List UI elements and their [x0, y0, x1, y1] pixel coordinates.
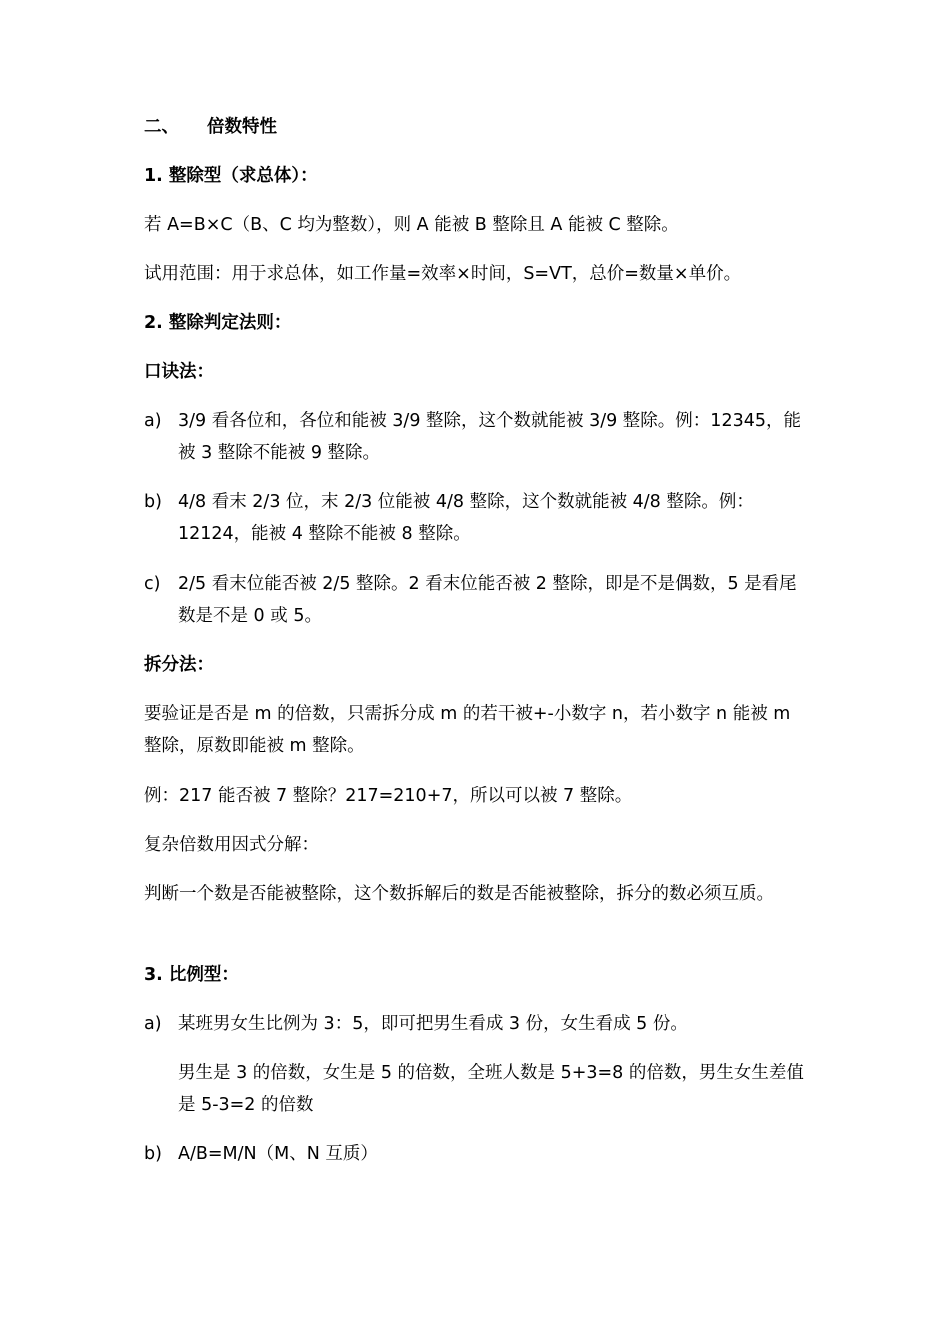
- method2-heading: 拆分法：: [144, 655, 214, 675]
- list-item-text: 3/9 看各位和，各位和能被 3/9 整除，这个数就能被 3/9 整除。例：12345，能被 3 整除不能被 9 整除。: [178, 411, 801, 463]
- list-item: [144, 568, 809, 632]
- section-title: 倍数特性: [207, 117, 277, 137]
- list-marker: b): [144, 1144, 162, 1164]
- list-item-text: 4/8 看末 2/3 位，末 2/3 位能被 4/8 整除，这个数就能被 4/8 整除。例：12124，能被 4 整除不能被 8 整除。: [178, 492, 754, 544]
- part1-paragraph-1: 若 A=B×C（B、C 均为整数），则 A 能被 B 整除且 A 能被 C 整除。: [144, 215, 679, 235]
- list-marker: c): [144, 574, 161, 594]
- list-marker: a): [144, 1014, 162, 1034]
- list-marker: a): [144, 411, 162, 431]
- part2-heading: 2. 整除判定法则：: [144, 313, 292, 333]
- part1-paragraph-2: 试用范围：用于求总体，如工作量=效率×时间，S=VT，总价=数量×单价。: [144, 264, 742, 284]
- list-marker: b): [144, 492, 162, 512]
- part3-heading: 3. 比例型：: [144, 965, 239, 985]
- split-paragraph-1: 要验证是否是 m 的倍数，只需拆分成 m 的若干被+-小数字 n，若小数字 n 能被 m 整除，原数即能被 m 整除。: [144, 704, 791, 756]
- list-item: [144, 1138, 809, 1170]
- part1-heading: 1. 整除型（求总体）：: [144, 166, 318, 186]
- list-item-text: 某班男女生比例为 3：5，即可把男生看成 3 份，女生看成 5 份。: [178, 1014, 688, 1034]
- list-item: [144, 486, 809, 550]
- split-paragraph-4: 判断一个数是否能被整除，这个数拆解后的数是否能被整除，拆分的数必须互质。: [144, 884, 774, 904]
- split-paragraph-3: 复杂倍数用因式分解：: [144, 835, 319, 855]
- list-item-text: 2/5 看末位能否被 2/5 整除。2 看末位能否被 2 整除，即是不是偶数，5 是看尾数是不是 0 或 5。: [178, 574, 797, 626]
- split-paragraph-2: 例：217 能否被 7 整除？217=210+7，所以可以被 7 整除。: [144, 786, 633, 806]
- list-item-text: A/B=M/N（M、N 互质）: [178, 1144, 378, 1164]
- section-number: 二、: [144, 117, 179, 137]
- section-heading: [144, 111, 809, 143]
- list-item: [144, 1008, 809, 1040]
- method1-heading: 口诀法：: [144, 362, 214, 382]
- list-item: [144, 405, 809, 469]
- list-item-subparagraph: 男生是 3 的倍数，女生是 5 的倍数，全班人数是 5+3=8 的倍数，男生女生差值是 5-3=2 的倍数: [178, 1063, 804, 1115]
